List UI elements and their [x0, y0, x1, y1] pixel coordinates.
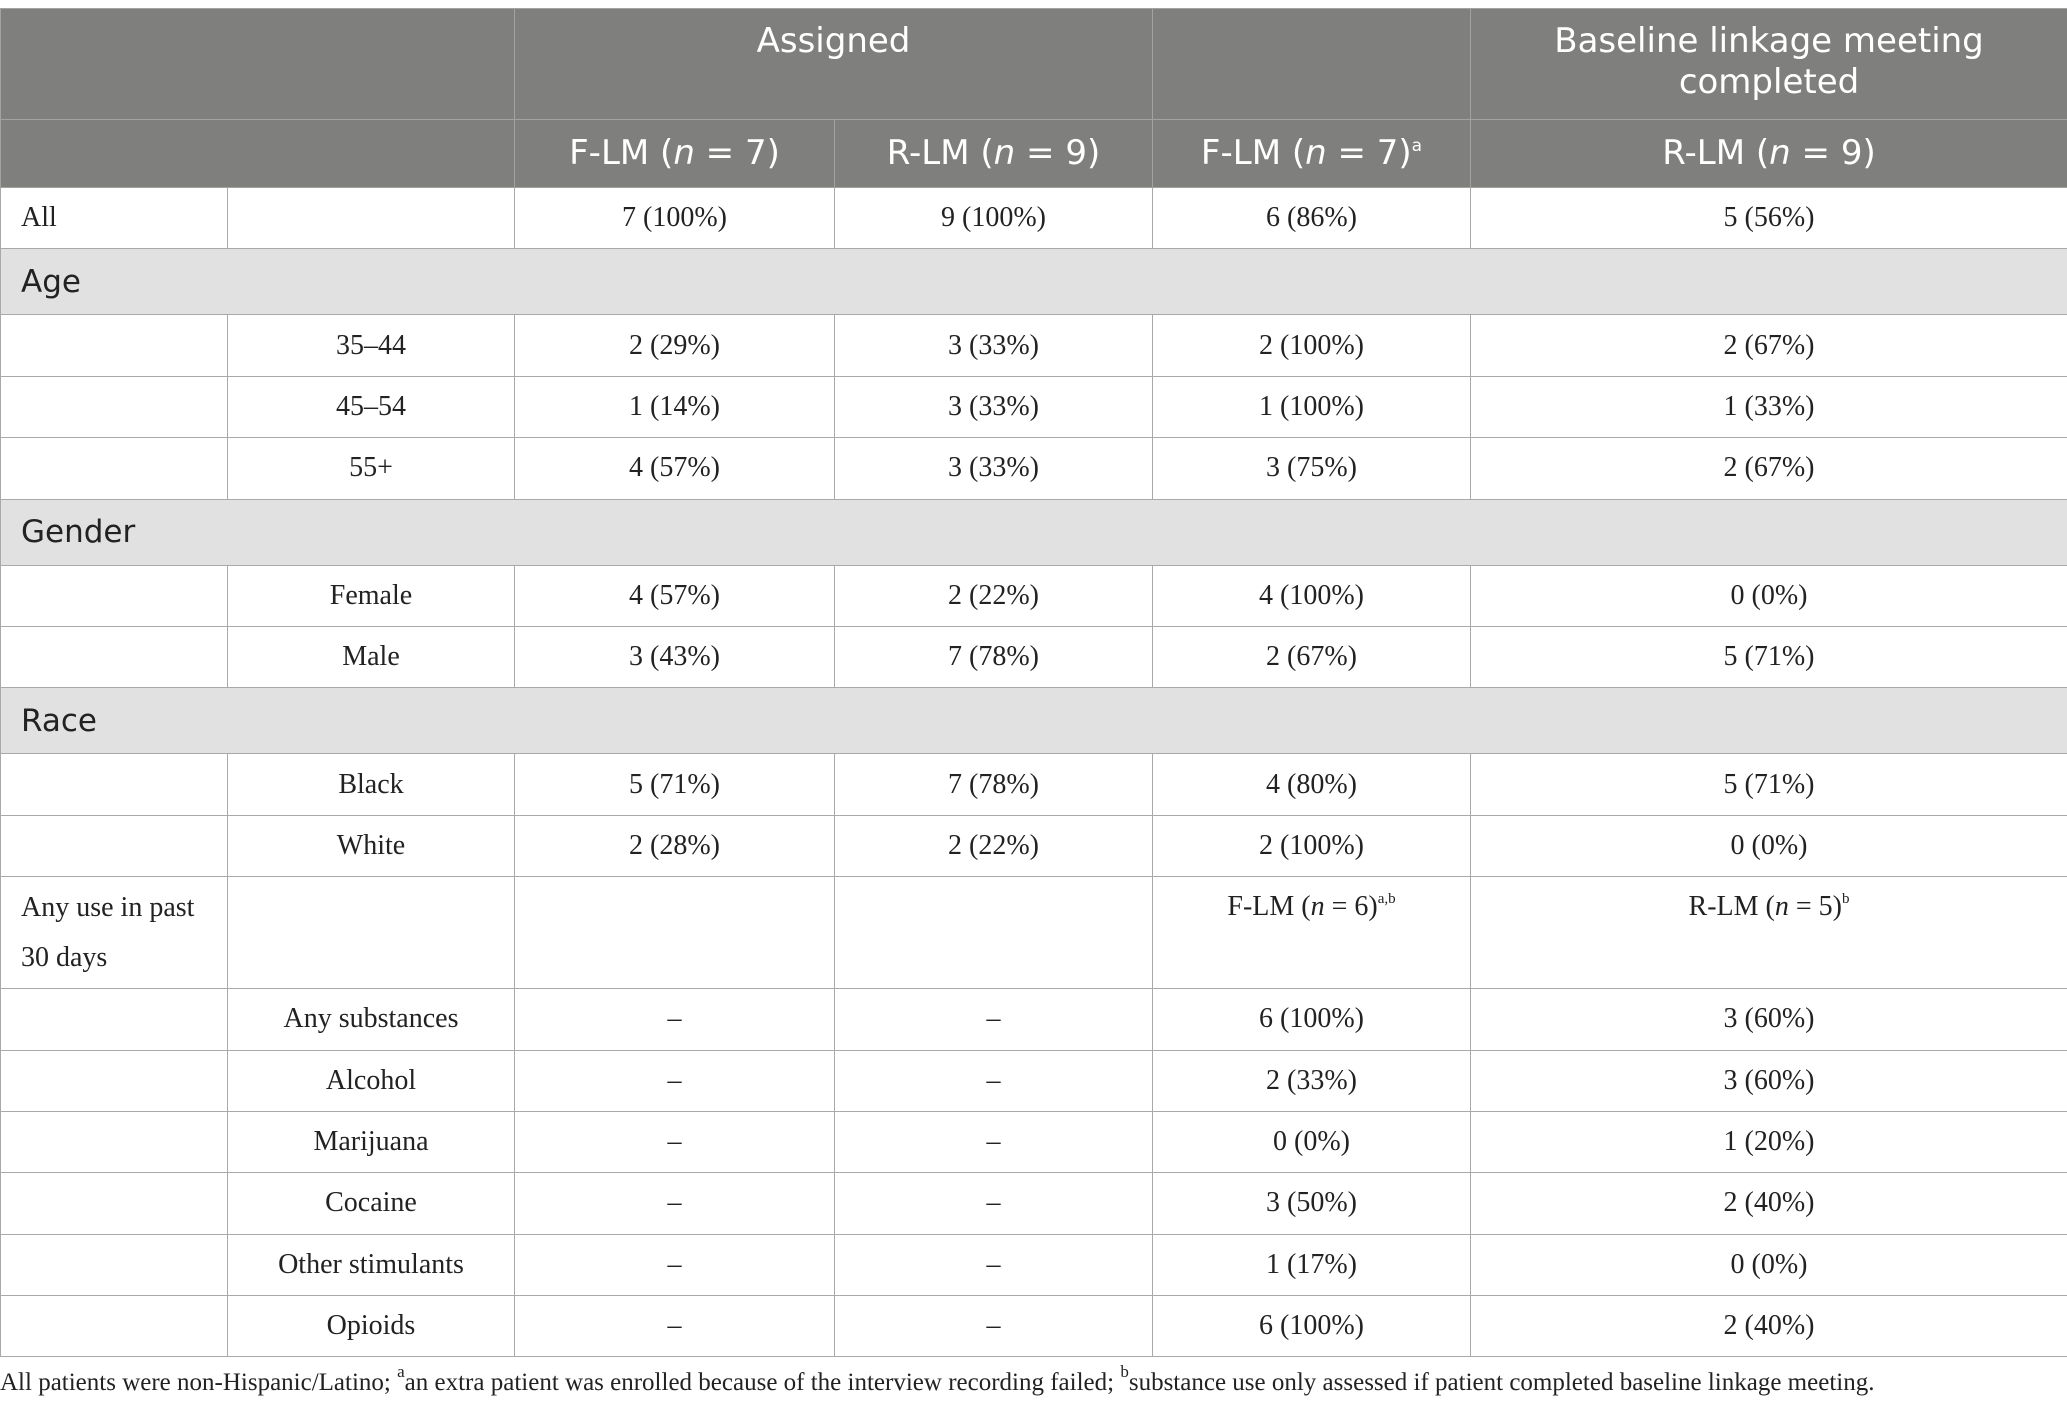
- cell-value: 3 (50%): [1153, 1173, 1471, 1234]
- table-row: [1, 376, 2067, 437]
- cell-value: –: [515, 1173, 835, 1234]
- cell-value: 5 (71%): [515, 754, 835, 815]
- row-label: 45–54: [228, 376, 515, 437]
- empty-cell: [1, 1234, 228, 1295]
- row-label: Cocaine: [228, 1173, 515, 1234]
- section-title: Gender: [1, 499, 2067, 565]
- empty-cell: [1, 376, 228, 437]
- table-container: [0, 8, 2067, 1357]
- table-row: [1, 565, 2067, 626]
- empty-cell: [1, 1111, 228, 1172]
- row-label: Male: [228, 626, 515, 687]
- section-title: Age: [1, 249, 2067, 315]
- demographics-table: [0, 8, 2067, 1357]
- cell-value: 3 (75%): [1153, 438, 1471, 499]
- cell-value: 3 (60%): [1471, 989, 2067, 1050]
- cell-value: 2 (40%): [1471, 1173, 2067, 1234]
- header-col-flm-baseline: F-LM (n = 7)$^a$: [1153, 120, 1471, 188]
- cell-value: 0 (0%): [1471, 565, 2067, 626]
- table-row: [1, 815, 2067, 876]
- row-label: Opioids: [228, 1296, 515, 1357]
- header-row-columns: [1, 120, 2067, 188]
- row-label: 35–44: [228, 315, 515, 376]
- cell-value: –: [835, 989, 1153, 1050]
- header-empty-cell: [1, 9, 515, 120]
- row-label: Any substances: [228, 989, 515, 1050]
- cell-value: 1 (100%): [1153, 376, 1471, 437]
- header-col-flm-assigned: F-LM (n = 7): [515, 120, 835, 188]
- cell-value: 2 (40%): [1471, 1296, 2067, 1357]
- cell-value: 7 (78%): [835, 626, 1153, 687]
- cell-value: –: [835, 1234, 1153, 1295]
- table-row: [1, 315, 2067, 376]
- table-row: [1, 1173, 2067, 1234]
- cell-value: 1 (33%): [1471, 376, 2067, 437]
- empty-cell: [1, 754, 228, 815]
- empty-cell: [1, 315, 228, 376]
- row-label: Other stimulants: [228, 1234, 515, 1295]
- table-row: [1, 1296, 2067, 1357]
- section-race: [1, 688, 2067, 754]
- table-row-any-use: [1, 877, 2067, 989]
- cell-value: 2 (100%): [1153, 815, 1471, 876]
- cell-value: 5 (71%): [1471, 626, 2067, 687]
- header-baseline: Baseline linkage meeting completed: [1471, 9, 2067, 120]
- header-col-rlm-assigned: R-LM (n = 9): [835, 120, 1153, 188]
- cell-value: 1 (17%): [1153, 1234, 1471, 1295]
- cell-value: –: [515, 1111, 835, 1172]
- cell-value: 2 (100%): [1153, 315, 1471, 376]
- cell-value: 3 (33%): [835, 376, 1153, 437]
- cell-value: 1 (14%): [515, 376, 835, 437]
- subheader-flm: F-LM (n = 6)$^{a,b}$: [1153, 877, 1471, 989]
- cell-value: 6 (100%): [1153, 989, 1471, 1050]
- row-label: Alcohol: [228, 1050, 515, 1111]
- cell-value: –: [835, 1173, 1153, 1234]
- table-footnote: All patients were non-Hispanic/Latino; $^a$an extra patient was enrolled because of the interview recording failed; $^b$substance use only assessed if patient completed baseline linkage meeting.: [0, 1362, 1875, 1396]
- header-empty-cell: [1, 120, 515, 188]
- cell-value: 5 (56%): [1471, 188, 2067, 249]
- section-title: Race: [1, 688, 2067, 754]
- cell-value: 3 (33%): [835, 315, 1153, 376]
- empty-cell: [835, 877, 1153, 989]
- row-label: 55+: [228, 438, 515, 499]
- cell-value: 2 (29%): [515, 315, 835, 376]
- row-label: All: [1, 188, 228, 249]
- section-gender: [1, 499, 2067, 565]
- empty-cell: [1, 626, 228, 687]
- cell-value: 4 (57%): [515, 565, 835, 626]
- table-row: [1, 1234, 2067, 1295]
- empty-cell: [1, 1050, 228, 1111]
- cell-value: 2 (28%): [515, 815, 835, 876]
- empty-cell: [1, 438, 228, 499]
- cell-value: 5 (71%): [1471, 754, 2067, 815]
- header-assigned: Assigned: [515, 9, 1153, 120]
- cell-value: 2 (33%): [1153, 1050, 1471, 1111]
- cell-value: 7 (78%): [835, 754, 1153, 815]
- cell-value: 3 (43%): [515, 626, 835, 687]
- row-label: Marijuana: [228, 1111, 515, 1172]
- cell-value: 3 (33%): [835, 438, 1153, 499]
- table-row: [1, 626, 2067, 687]
- empty-cell: [515, 877, 835, 989]
- empty-cell: [1, 989, 228, 1050]
- cell-value: –: [835, 1111, 1153, 1172]
- cell-value: 0 (0%): [1471, 1234, 2067, 1295]
- cell-value: 4 (80%): [1153, 754, 1471, 815]
- cell-value: 2 (67%): [1153, 626, 1471, 687]
- cell-value: –: [835, 1050, 1153, 1111]
- empty-cell: [228, 877, 515, 989]
- section-age: [1, 249, 2067, 315]
- table-row: [1, 438, 2067, 499]
- cell-value: 9 (100%): [835, 188, 1153, 249]
- empty-cell: [1, 815, 228, 876]
- row-label-any-use: Any use in past 30 days: [1, 877, 228, 989]
- table-row: [1, 1111, 2067, 1172]
- header-row-groups: [1, 9, 2067, 120]
- cell-value: –: [515, 1050, 835, 1111]
- cell-value: 1 (20%): [1471, 1111, 2067, 1172]
- empty-cell: [1, 1296, 228, 1357]
- row-label: Black: [228, 754, 515, 815]
- empty-cell: [1, 1173, 228, 1234]
- cell-value: 4 (57%): [515, 438, 835, 499]
- cell-value: 2 (22%): [835, 815, 1153, 876]
- table-row: [1, 754, 2067, 815]
- cell-value: 2 (22%): [835, 565, 1153, 626]
- cell-value: 0 (0%): [1153, 1111, 1471, 1172]
- header-blank-cell: [1153, 9, 1471, 120]
- cell-value: –: [515, 1296, 835, 1357]
- cell-value: –: [515, 989, 835, 1050]
- subheader-rlm: R-LM (n = 5)$^b$: [1471, 877, 2067, 989]
- table-row-all: [1, 188, 2067, 249]
- cell-value: 2 (67%): [1471, 438, 2067, 499]
- row-label: White: [228, 815, 515, 876]
- cell-value: 0 (0%): [1471, 815, 2067, 876]
- empty-cell: [1, 565, 228, 626]
- cell-value: 4 (100%): [1153, 565, 1471, 626]
- cell-value: –: [835, 1296, 1153, 1357]
- cell-value: 2 (67%): [1471, 315, 2067, 376]
- cell-value: –: [515, 1234, 835, 1295]
- cell-value: 7 (100%): [515, 188, 835, 249]
- empty-cell: [228, 188, 515, 249]
- cell-value: 3 (60%): [1471, 1050, 2067, 1111]
- row-label: Female: [228, 565, 515, 626]
- cell-value: 6 (86%): [1153, 188, 1471, 249]
- header-col-rlm-baseline: R-LM (n = 9): [1471, 120, 2067, 188]
- table-row: [1, 989, 2067, 1050]
- cell-value: 6 (100%): [1153, 1296, 1471, 1357]
- table-row: [1, 1050, 2067, 1111]
